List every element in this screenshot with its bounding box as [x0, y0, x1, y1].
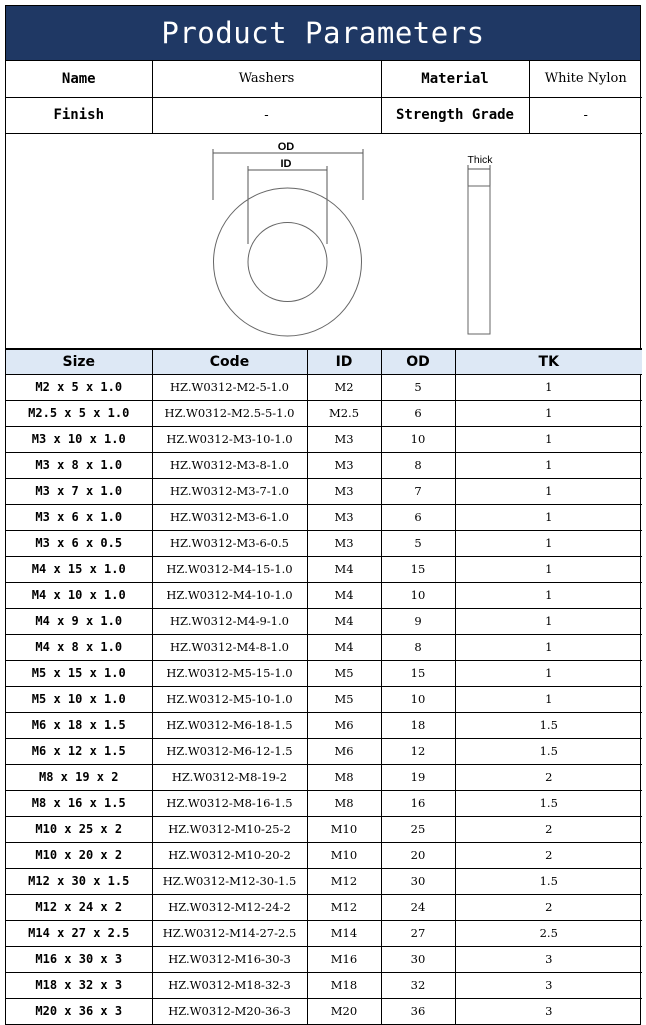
cell-size: M4 x 10 x 1.0: [6, 582, 152, 608]
col-header-od: OD: [381, 349, 455, 374]
cell-od: 10: [381, 686, 455, 712]
cell-id: M16: [307, 946, 381, 972]
cell-od: 6: [381, 400, 455, 426]
info-row: [6, 97, 642, 133]
cell-od: 5: [381, 374, 455, 400]
cell-tk: 2.5: [455, 920, 642, 946]
cell-tk: 1.5: [455, 738, 642, 764]
cell-od: 20: [381, 842, 455, 868]
cell-id: M3: [307, 530, 381, 556]
thick-label: Thick: [467, 153, 493, 166]
cell-code: HZ.W0312-M10-20-2: [152, 842, 307, 868]
material-label: Material: [381, 61, 529, 97]
cell-code: HZ.W0312-M5-15-1.0: [152, 660, 307, 686]
inner-circle: [248, 222, 327, 301]
cell-code: HZ.W0312-M6-18-1.5: [152, 712, 307, 738]
side-view-rect: [468, 186, 490, 334]
table-row: [6, 504, 642, 530]
table-row: [6, 686, 642, 712]
cell-tk: 1.5: [455, 712, 642, 738]
info-row: [6, 61, 642, 97]
table-row: [6, 634, 642, 660]
finish-label: Finish: [6, 97, 152, 133]
cell-id: M5: [307, 660, 381, 686]
cell-tk: 1: [455, 400, 642, 426]
cell-od: 32: [381, 972, 455, 998]
cell-size: M6 x 12 x 1.5: [6, 738, 152, 764]
table-row: [6, 894, 642, 920]
col-header-code: Code: [152, 349, 307, 374]
cell-code: HZ.W0312-M18-32-3: [152, 972, 307, 998]
cell-id: M12: [307, 894, 381, 920]
cell-id: M2: [307, 374, 381, 400]
cell-tk: 1: [455, 452, 642, 478]
finish-value: -: [152, 97, 381, 133]
table-row: [6, 790, 642, 816]
spec-header-row: [6, 349, 642, 374]
cell-od: 7: [381, 478, 455, 504]
cell-size: M14 x 27 x 2.5: [6, 920, 152, 946]
cell-od: 16: [381, 790, 455, 816]
name-label: Name: [6, 61, 152, 97]
cell-id: M10: [307, 816, 381, 842]
cell-id: M20: [307, 998, 381, 1024]
cell-code: HZ.W0312-M12-24-2: [152, 894, 307, 920]
cell-id: M4: [307, 556, 381, 582]
cell-id: M4: [307, 582, 381, 608]
page-title: Product Parameters: [6, 6, 640, 61]
outer-circle: [214, 188, 362, 336]
cell-code: HZ.W0312-M12-30-1.5: [152, 868, 307, 894]
cell-size: M2.5 x 5 x 1.0: [6, 400, 152, 426]
cell-od: 9: [381, 608, 455, 634]
cell-od: 8: [381, 634, 455, 660]
cell-od: 5: [381, 530, 455, 556]
cell-tk: 1: [455, 556, 642, 582]
cell-tk: 3: [455, 946, 642, 972]
cell-id: M6: [307, 712, 381, 738]
table-row: [6, 530, 642, 556]
spec-table: [6, 349, 642, 1025]
cell-size: M8 x 19 x 2: [6, 764, 152, 790]
spec-table-body: [6, 374, 642, 1024]
cell-tk: 2: [455, 816, 642, 842]
table-row: [6, 764, 642, 790]
cell-code: HZ.W0312-M4-9-1.0: [152, 608, 307, 634]
cell-size: M5 x 15 x 1.0: [6, 660, 152, 686]
cell-size: M16 x 30 x 3: [6, 946, 152, 972]
cell-size: M2 x 5 x 1.0: [6, 374, 152, 400]
cell-tk: 2: [455, 842, 642, 868]
cell-code: HZ.W0312-M8-19-2: [152, 764, 307, 790]
table-row: [6, 426, 642, 452]
cell-size: M4 x 8 x 1.0: [6, 634, 152, 660]
cell-size: M4 x 9 x 1.0: [6, 608, 152, 634]
cell-od: 10: [381, 426, 455, 452]
cell-id: M8: [307, 764, 381, 790]
cell-code: HZ.W0312-M3-8-1.0: [152, 452, 307, 478]
cell-code: HZ.W0312-M14-27-2.5: [152, 920, 307, 946]
table-row: [6, 920, 642, 946]
cell-size: M20 x 36 x 3: [6, 998, 152, 1024]
strength-grade-value: -: [529, 97, 642, 133]
cell-od: 8: [381, 452, 455, 478]
cell-tk: 1.5: [455, 868, 642, 894]
table-row: [6, 582, 642, 608]
cell-id: M18: [307, 972, 381, 998]
cell-code: HZ.W0312-M3-6-0.5: [152, 530, 307, 556]
cell-od: 15: [381, 556, 455, 582]
cell-tk: 3: [455, 998, 642, 1024]
cell-od: 6: [381, 504, 455, 530]
washer-diagram: [6, 134, 640, 348]
table-row: [6, 842, 642, 868]
col-header-size: Size: [6, 349, 152, 374]
cell-od: 30: [381, 946, 455, 972]
table-row: [6, 972, 642, 998]
cell-code: HZ.W0312-M16-30-3: [152, 946, 307, 972]
cell-id: M12: [307, 868, 381, 894]
drawing-row: [6, 133, 642, 348]
name-value: Washers: [152, 61, 381, 97]
info-table: [6, 61, 642, 349]
table-row: [6, 478, 642, 504]
cell-id: M10: [307, 842, 381, 868]
cell-tk: 1.5: [455, 790, 642, 816]
cell-tk: 1: [455, 478, 642, 504]
col-header-id: ID: [307, 349, 381, 374]
table-row: [6, 946, 642, 972]
cell-code: HZ.W0312-M3-6-1.0: [152, 504, 307, 530]
cell-size: M4 x 15 x 1.0: [6, 556, 152, 582]
cell-od: 15: [381, 660, 455, 686]
strength-grade-label: Strength Grade: [381, 97, 529, 133]
cell-od: 30: [381, 868, 455, 894]
col-header-tk: TK: [455, 349, 642, 374]
cell-size: M3 x 6 x 0.5: [6, 530, 152, 556]
table-row: [6, 556, 642, 582]
cell-size: M18 x 32 x 3: [6, 972, 152, 998]
cell-tk: 2: [455, 894, 642, 920]
id-label: ID: [280, 157, 292, 170]
cell-tk: 3: [455, 972, 642, 998]
cell-od: 24: [381, 894, 455, 920]
cell-size: M12 x 30 x 1.5: [6, 868, 152, 894]
cell-od: 36: [381, 998, 455, 1024]
cell-tk: 1: [455, 686, 642, 712]
cell-tk: 1: [455, 660, 642, 686]
cell-id: M3: [307, 504, 381, 530]
cell-code: HZ.W0312-M4-8-1.0: [152, 634, 307, 660]
cell-id: M3: [307, 452, 381, 478]
cell-tk: 1: [455, 374, 642, 400]
table-row: [6, 712, 642, 738]
cell-id: M2.5: [307, 400, 381, 426]
cell-id: M5: [307, 686, 381, 712]
cell-id: M8: [307, 790, 381, 816]
cell-code: HZ.W0312-M8-16-1.5: [152, 790, 307, 816]
cell-size: M10 x 20 x 2: [6, 842, 152, 868]
cell-od: 19: [381, 764, 455, 790]
cell-tk: 1: [455, 530, 642, 556]
material-value: White Nylon: [529, 61, 642, 97]
cell-size: M3 x 7 x 1.0: [6, 478, 152, 504]
cell-size: M8 x 16 x 1.5: [6, 790, 152, 816]
cell-size: M3 x 6 x 1.0: [6, 504, 152, 530]
cell-tk: 1: [455, 426, 642, 452]
table-row: [6, 660, 642, 686]
table-row: [6, 400, 642, 426]
cell-tk: 2: [455, 764, 642, 790]
cell-id: M3: [307, 426, 381, 452]
cell-size: M12 x 24 x 2: [6, 894, 152, 920]
cell-code: HZ.W0312-M20-36-3: [152, 998, 307, 1024]
cell-id: M14: [307, 920, 381, 946]
table-row: [6, 374, 642, 400]
cell-code: HZ.W0312-M3-7-1.0: [152, 478, 307, 504]
cell-size: M6 x 18 x 1.5: [6, 712, 152, 738]
product-sheet: [5, 5, 641, 1025]
cell-size: M3 x 10 x 1.0: [6, 426, 152, 452]
cell-code: HZ.W0312-M2-5-1.0: [152, 374, 307, 400]
cell-tk: 1: [455, 634, 642, 660]
cell-od: 18: [381, 712, 455, 738]
cell-code: HZ.W0312-M3-10-1.0: [152, 426, 307, 452]
cell-tk: 1: [455, 582, 642, 608]
table-row: [6, 816, 642, 842]
washer-drawing: [6, 133, 642, 348]
cell-id: M4: [307, 634, 381, 660]
cell-code: HZ.W0312-M4-15-1.0: [152, 556, 307, 582]
cell-code: HZ.W0312-M10-25-2: [152, 816, 307, 842]
cell-size: M5 x 10 x 1.0: [6, 686, 152, 712]
cell-id: M6: [307, 738, 381, 764]
cell-od: 27: [381, 920, 455, 946]
cell-code: HZ.W0312-M4-10-1.0: [152, 582, 307, 608]
cell-code: HZ.W0312-M5-10-1.0: [152, 686, 307, 712]
cell-code: HZ.W0312-M2.5-5-1.0: [152, 400, 307, 426]
table-row: [6, 608, 642, 634]
table-row: [6, 738, 642, 764]
table-row: [6, 998, 642, 1024]
cell-size: M3 x 8 x 1.0: [6, 452, 152, 478]
cell-tk: 1: [455, 504, 642, 530]
cell-code: HZ.W0312-M6-12-1.5: [152, 738, 307, 764]
cell-size: M10 x 25 x 2: [6, 816, 152, 842]
cell-tk: 1: [455, 608, 642, 634]
table-row: [6, 452, 642, 478]
cell-od: 10: [381, 582, 455, 608]
cell-od: 12: [381, 738, 455, 764]
od-label: OD: [277, 140, 295, 153]
cell-id: M4: [307, 608, 381, 634]
table-row: [6, 868, 642, 894]
cell-id: M3: [307, 478, 381, 504]
cell-od: 25: [381, 816, 455, 842]
